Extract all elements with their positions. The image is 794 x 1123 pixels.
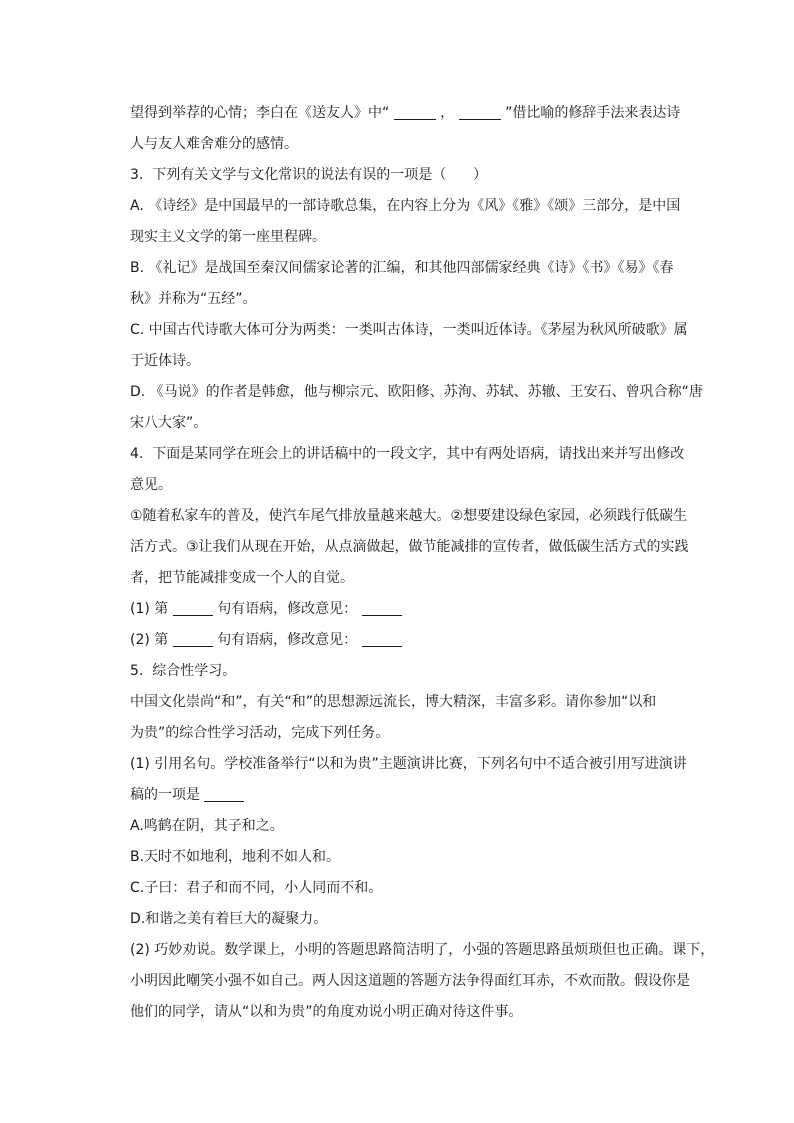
choice-b: B.天时不如地利，地利不如人和。	[130, 849, 341, 865]
answer-blank[interactable]	[173, 599, 213, 616]
sub-question-1-text: 稿的一项是	[130, 787, 200, 803]
question-4-stem-cont: 意见。	[130, 477, 172, 493]
passage-line: ①随着私家车的普及，使汽车尾气排放量越来越大。②想要建设绿色家园，必须践行低碳生	[130, 508, 688, 524]
answer-label: (2) 第	[130, 632, 169, 648]
sub-question-1: (1) 引用名句。学校准备举行“以和为贵”主题演讲比赛，下列名句中不适合被引用写进演讲	[130, 756, 687, 772]
sub-question-2: (2) 巧妙劝说。数学课上，小明的答题思路简洁明了，小强的答题思路虽烦琐但也正确。课下，	[130, 942, 715, 958]
option-c: C. 中国古代诗歌大体可分为两类：一类叫古体诗，一类叫近体诗。《茅屋为秋风所破歌》属	[130, 322, 688, 338]
choice-c: C.子曰：君子和而不同，小人同而不和。	[130, 880, 383, 896]
option-a: A. 《诗经》是中国最早的一部诗歌总集，在内容上分为《风》《雅》《颂》三部分，是中国	[130, 198, 681, 214]
option-b: B. 《礼记》是战国至秦汉间儒家论著的汇编，和其他四部儒家经典《诗》《书》《易》《春	[130, 260, 674, 276]
answer-label: 句有语病，修改意见：	[217, 601, 358, 617]
answer-blank[interactable]	[459, 103, 501, 120]
question-5-stem: 5. 综合性学习。	[130, 663, 237, 679]
question-2-continuation: ”借比喻的修辞手法来表达诗	[505, 105, 681, 121]
passage-line: 活方式。③让我们从现在开始，从点滴做起，做节能减排的宣传者，做低碳生活方式的实践	[130, 539, 689, 555]
answer-line-1	[130, 594, 696, 625]
sub-question-1-cont	[130, 780, 696, 811]
answer-blank[interactable]	[362, 630, 402, 647]
choice-a: A.鸣鹤在阴，其子和之。	[130, 818, 284, 834]
option-d: D. 《马说》的作者是韩愈，他与柳宗元、欧阳修、苏洵、苏轼、苏辙、王安石、曾巩合称“唐	[130, 384, 703, 400]
answer-label: (1) 第	[130, 601, 169, 617]
option-a-cont: 现实主义文学的第一座里程碑。	[130, 229, 326, 245]
answer-blank[interactable]	[394, 103, 436, 120]
question-4-stem: 4. 下面是某同学在班会上的讲话稿中的一段文字，其中有两处语病，请找出来并写出修改	[130, 446, 685, 462]
option-c-cont: 于近体诗。	[130, 353, 200, 369]
answer-blank[interactable]	[204, 785, 244, 802]
text-line	[130, 98, 696, 129]
intro-line: 为贵”的综合性学习活动，完成下列任务。	[130, 725, 390, 741]
question-2-continuation: 望得到举荐的心情；李白在《送友人》中“	[130, 105, 390, 121]
answer-label: 句有语病，修改意见：	[217, 632, 358, 648]
text-line: 人与友人难舍难分的感情。	[130, 136, 298, 152]
question-3-stem: 3. 下列有关文学与文化常识的说法有误的一项是（ ）	[130, 167, 487, 183]
sub-question-2-cont: 他们的同学，请从“以和为贵”的角度劝说小明正确对待这件事。	[130, 1004, 523, 1020]
passage-line: 者，把节能减排变成一个人的自觉。	[130, 570, 354, 586]
document-page	[130, 98, 715, 1028]
choice-d: D.和谐之美有着巨大的凝聚力。	[130, 911, 328, 927]
sub-question-2-cont: 小明因此嘲笑小强不如自己。两人因这道题的答题方法争得面红耳赤，不欢而散。假设你是	[130, 973, 690, 989]
option-d-cont: 宋八大家”。	[130, 415, 208, 431]
intro-line: 中国文化崇尚“和”，有关“和”的思想源远流长，博大精深，丰富多彩。请你参加“以和	[130, 694, 657, 710]
answer-blank[interactable]	[173, 630, 213, 647]
comma: ，	[440, 105, 455, 121]
option-b-cont: 秋》并称为“五经”。	[130, 291, 257, 307]
answer-blank[interactable]	[362, 599, 402, 616]
answer-line-2	[130, 625, 696, 656]
